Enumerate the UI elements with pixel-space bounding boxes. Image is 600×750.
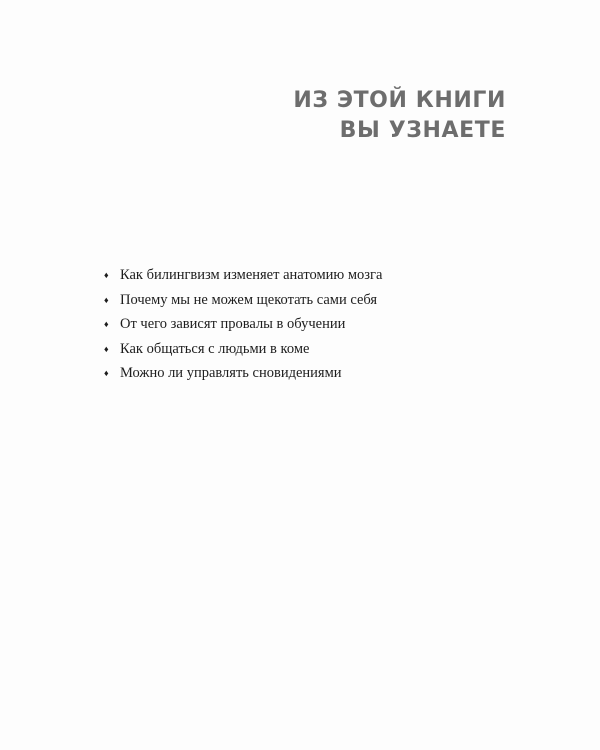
list-item [104, 364, 382, 389]
list-item-text: От чего зависят провалы в обучении [120, 316, 346, 332]
diamond-bullet-icon: ♦ [104, 294, 109, 305]
diamond-bullet-icon: ♦ [104, 319, 109, 329]
list-item [104, 266, 382, 291]
heading-line-1: ИЗ ЭТОЙ КНИГИ [293, 88, 506, 113]
diamond-bullet-icon: ♦ [104, 343, 109, 354]
heading-line-2: ВЫ УЗНАЕТЕ [339, 118, 506, 143]
list-item-text: Как билингвизм изменяет анатомию мозга [120, 267, 383, 283]
list-item [104, 340, 382, 365]
topics-list [104, 266, 382, 389]
diamond-bullet-icon: ♦ [104, 368, 109, 378]
list-item-text: Почему мы не можем щекотать сами себя [120, 291, 378, 308]
list-item-text: Можно ли управлять сновидениями [120, 365, 342, 381]
list-item [104, 315, 382, 340]
page-heading [293, 86, 506, 146]
list-item [104, 291, 382, 316]
diamond-bullet-icon: ♦ [104, 270, 109, 280]
list-item-text: Как общаться с людьми в коме [120, 340, 310, 357]
